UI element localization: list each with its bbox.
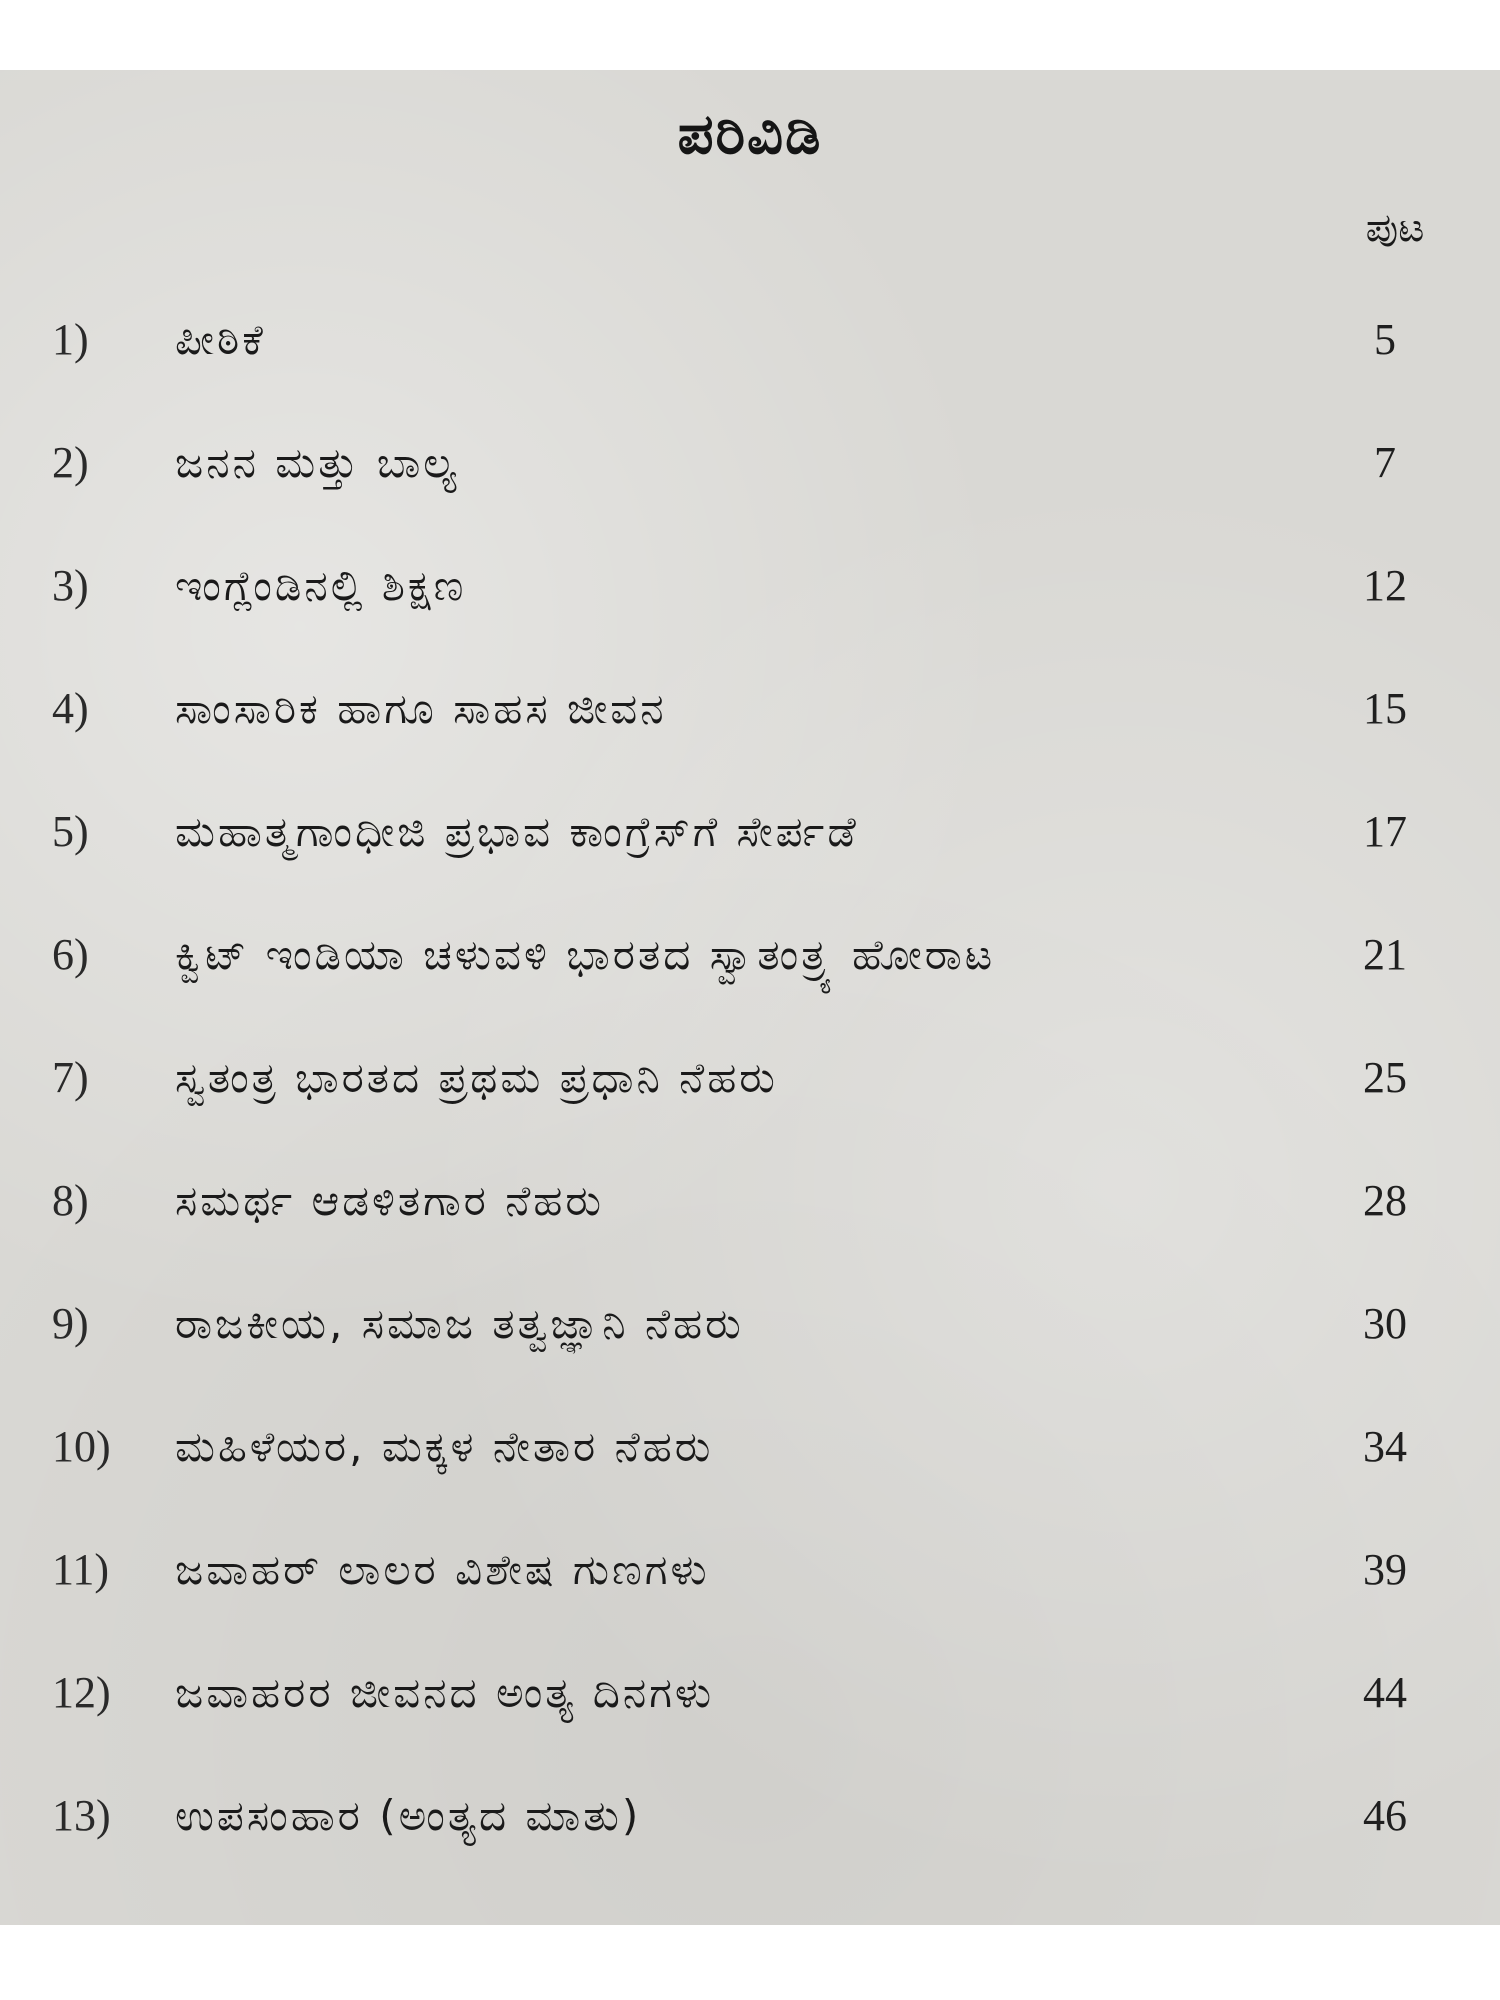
toc-entry-number: 5) xyxy=(52,807,89,856)
page-title: ಪರಿವಿಡಿ xyxy=(677,102,823,167)
toc-entry xyxy=(0,423,1500,546)
toc-entry xyxy=(0,1284,1500,1407)
toc-entry xyxy=(0,1653,1500,1776)
toc-entry-page-number: 5 xyxy=(1374,315,1396,364)
toc-entry-number: 2) xyxy=(52,438,89,487)
scanned-page xyxy=(0,70,1500,1925)
toc-entry-page-number: 44 xyxy=(1363,1668,1407,1717)
toc-entry-number: 13) xyxy=(52,1791,111,1840)
toc-entry xyxy=(0,300,1500,423)
toc-entry-title: ಸಾಂಸಾರಿಕ ಹಾಗೂ ಸಾಹಸ ಜೀವನ xyxy=(175,684,667,733)
toc-entry-number: 12) xyxy=(52,1668,111,1717)
toc-entry-title: ಪೀಠಿಕೆ xyxy=(175,315,266,364)
toc-entry xyxy=(0,546,1500,669)
toc-entry-title: ರಾಜಕೀಯ, ಸಮಾಜ ತತ್ವಜ್ಞಾನಿ ನೆಹರು xyxy=(175,1299,744,1348)
toc-entry-title: ಸಮರ್ಥ ಆಡಳಿತಗಾರ ನೆಹರು xyxy=(175,1176,604,1225)
toc-entry-number: 3) xyxy=(52,561,89,610)
toc-entry-page-number: 46 xyxy=(1363,1791,1407,1840)
toc-entry-page-number: 39 xyxy=(1363,1545,1407,1594)
toc-entry xyxy=(0,1407,1500,1530)
toc-entry-title: ಜನನ ಮತ್ತು ಬಾಲ್ಯ xyxy=(175,438,460,487)
toc-entry-page-number: 25 xyxy=(1363,1053,1407,1102)
toc-entry xyxy=(0,1530,1500,1653)
toc-entry xyxy=(0,1776,1500,1899)
table-of-contents xyxy=(0,300,1500,1899)
page-column-label: ಪುಟ xyxy=(1365,205,1425,251)
toc-entry-number: 9) xyxy=(52,1299,89,1348)
toc-entry-page-number: 17 xyxy=(1363,807,1407,856)
toc-entry-title: ಸ್ವತಂತ್ರ ಭಾರತದ ಪ್ರಥಮ ಪ್ರಧಾನಿ ನೆಹರು xyxy=(175,1053,778,1102)
toc-entry-page-number: 21 xyxy=(1363,930,1407,979)
toc-entry-number: 11) xyxy=(52,1545,110,1594)
toc-entry-title: ಮಹಾತ್ಮಗಾಂಧೀಜಿ ಪ್ರಭಾವ ಕಾಂಗ್ರೆಸ್‌ಗೆ ಸೇರ್ಪಡೆ xyxy=(175,807,859,856)
toc-entry-title: ಜವಾಹರ್ ಲಾಲರ ವಿಶೇಷ ಗುಣಗಳು xyxy=(175,1545,710,1594)
toc-entry-title: ಕ್ವಿಟ್ ಇಂಡಿಯಾ ಚಳುವಳಿ ಭಾರತದ ಸ್ವಾತಂತ್ರ್ಯ ಹೋರಾಟ xyxy=(175,930,996,979)
toc-entry xyxy=(0,669,1500,792)
toc-entry-page-number: 15 xyxy=(1363,684,1407,733)
toc-entry-number: 8) xyxy=(52,1176,89,1225)
toc-entry-page-number: 12 xyxy=(1363,561,1407,610)
toc-entry-number: 1) xyxy=(52,315,89,364)
toc-entry xyxy=(0,1038,1500,1161)
toc-entry-title: ಇಂಗ್ಲೆಂಡಿನಲ್ಲಿ ಶಿಕ್ಷಣ xyxy=(175,561,467,610)
toc-entry-page-number: 34 xyxy=(1363,1422,1407,1471)
toc-entry-title: ಮಹಿಳೆಯರ, ಮಕ್ಕಳ ನೇತಾರ ನೆಹರು xyxy=(175,1422,714,1471)
toc-entry-page-number: 30 xyxy=(1363,1299,1407,1348)
toc-entry xyxy=(0,792,1500,915)
toc-entry-page-number: 7 xyxy=(1374,438,1396,487)
toc-entry-number: 4) xyxy=(52,684,89,733)
toc-entry xyxy=(0,915,1500,1038)
toc-entry-number: 10) xyxy=(52,1422,111,1471)
toc-entry-title: ಜವಾಹರರ ಜೀವನದ ಅಂತ್ಯ ದಿನಗಳು xyxy=(175,1668,715,1717)
toc-entry xyxy=(0,1161,1500,1284)
toc-entry-number: 6) xyxy=(52,930,89,979)
toc-entry-number: 7) xyxy=(52,1053,89,1102)
toc-entry-title: ಉಪಸಂಹಾರ (ಅಂತ್ಯದ ಮಾತು) xyxy=(175,1791,642,1840)
toc-entry-page-number: 28 xyxy=(1363,1176,1407,1225)
